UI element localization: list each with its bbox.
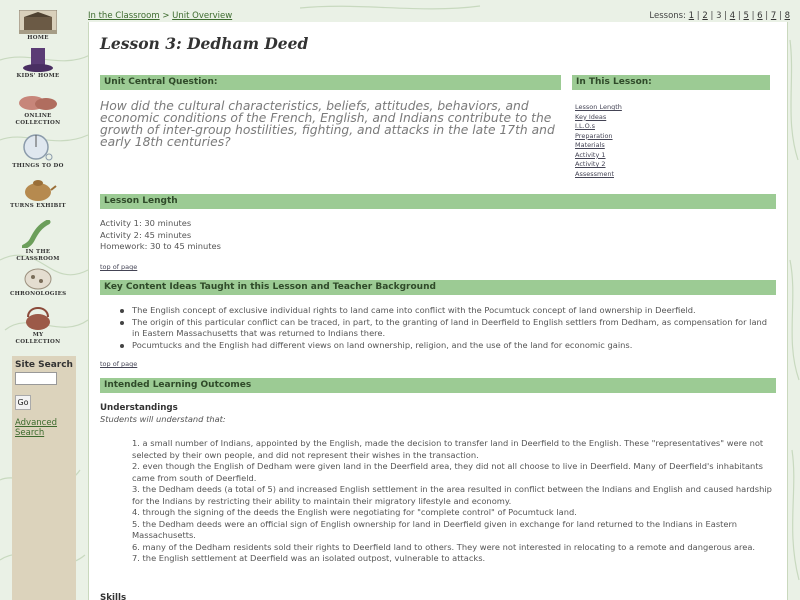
lesson-link-7[interactable]: 7: [770, 11, 777, 21]
breadcrumb-unit-overview[interactable]: Unit Overview: [172, 11, 233, 21]
lesson-length-homework: Homework: 30 to 45 minutes: [100, 241, 221, 252]
key-content-item: The origin of this particular conflict can be traced, in part, to the granting of land in Deerfield to English settlers from Dedham, as compensation for land in Eastern Massachusetts that was returned to Indians there.: [119, 317, 774, 340]
unit-central-question-text: How did the cultural characteristics, beliefs, attitudes, behaviors, and economic conditions of the French, English, and Indians contribute to the growth of inter-group hostilities, fighting, and attacks in the late 17th and early 18th centuries?: [100, 99, 555, 149]
link-activity-1[interactable]: Activity 1: [575, 150, 606, 159]
nav-things-to-do[interactable]: THINGS TO DO: [10, 132, 66, 170]
link-key-ideas[interactable]: Key Ideas: [575, 112, 607, 121]
nav-in-the-classroom[interactable]: IN THE CLASSROOM: [10, 220, 66, 263]
breadcrumb-separator: >: [162, 11, 170, 21]
lesson-link-5[interactable]: 5: [743, 11, 749, 21]
nav-my-collection[interactable]: MY COLLECTION: [10, 305, 66, 346]
lesson-link-6[interactable]: 6: [757, 11, 763, 21]
top-of-page-link[interactable]: top of page: [100, 263, 138, 271]
link-preparation[interactable]: Preparation: [575, 131, 613, 140]
in-this-lesson-links: [575, 103, 622, 179]
understandings-list: [132, 438, 777, 565]
breadcrumb-in-the-classroom[interactable]: In the Classroom: [88, 11, 160, 21]
nav-kids-home[interactable]: KIDS' HOME: [10, 48, 66, 80]
lessons-label: Lessons:: [649, 11, 686, 21]
lesson-link-2[interactable]: 2: [702, 11, 708, 21]
understanding-item: 2. even though the English of Dedham were given land in the Deerfield area, they did not all choose to live in Deerfield. Many of Deerfield's inhabitants came from south of Deerfield.: [132, 461, 763, 483]
penny-farthing-icon: [22, 132, 54, 162]
unit-central-question-heading: Unit Central Question:: [100, 75, 561, 90]
top-hat-icon: [22, 48, 54, 72]
skills-title: Skills: [100, 593, 127, 600]
link-materials[interactable]: Materials: [575, 141, 605, 149]
lesson-length-activity-2: Activity 2: 45 minutes: [100, 229, 192, 240]
shoes-icon: [18, 92, 58, 112]
understanding-item: 7. the English settlement at Deerfield was an isolated outpost, vulnerable to attacks.: [132, 553, 486, 563]
nav-online-collection[interactable]: ONLINE COLLECTION: [10, 92, 66, 127]
top-bar: [88, 0, 800, 22]
key-content-list: [119, 305, 774, 351]
nav-chronologies[interactable]: CHRONOLOGIES: [10, 268, 66, 298]
sidebar-nav: [0, 0, 86, 600]
lesson-link-4[interactable]: 4: [729, 11, 736, 21]
link-activity-2[interactable]: Activity 2: [575, 160, 606, 168]
learning-outcomes-heading: Intended Learning Outcomes: [100, 378, 776, 393]
understanding-item: 1. a small number of Indians, appointed by the English, made the decision to transfer land in Deerfield to the English. These "representatives" were not selected by their own people, and did not represent their wishes in the transaction.: [132, 438, 764, 460]
lesson-length-activity-1: Activity 1: 30 minutes: [100, 218, 192, 228]
breadcrumb: [88, 11, 232, 21]
understanding-item: 3. the Dedham deeds (a total of 5) and increased English settlement in the area resulted in conflict between the Indians and English and caused hardship for the Indians by restricting their ability to maintain their migratory lifestyle and economy.: [132, 484, 772, 506]
understandings-subtitle: Students will understand that:: [100, 414, 226, 424]
nav-turns-exhibit[interactable]: TURNS EXHIBIT: [10, 178, 66, 210]
lizard-icon: [22, 220, 54, 248]
link-assessment[interactable]: Assessment: [575, 169, 614, 178]
link-ilos[interactable]: I.L.O.s: [575, 122, 595, 130]
key-content-heading: Key Content Ideas Taught in this Lesson and Teacher Background: [100, 280, 776, 295]
site-search-panel: [12, 356, 76, 600]
in-this-lesson-heading: In This Lesson:: [572, 75, 770, 90]
key-content-item: Pocumtucks and the English had different views on land ownership, religion, and the use of the land for economic gains.: [119, 340, 774, 352]
advanced-search-link[interactable]: Advanced Search: [15, 418, 57, 438]
page-title: Lesson 3: Dedham Deed: [100, 34, 309, 53]
lesson-link-1[interactable]: 1: [688, 11, 695, 21]
nav-home[interactable]: HOME: [10, 10, 66, 42]
site-search-title: Site Search: [15, 360, 73, 370]
lesson-current-3: 3: [716, 11, 722, 21]
go-button[interactable]: Go: [15, 395, 31, 410]
understandings-title: Understandings: [100, 403, 178, 413]
understanding-item: 4. through the signing of the deeds the English were negotiating for "complete control" of Pocumtuck land.: [132, 507, 577, 517]
link-lesson-length[interactable]: Lesson Length: [575, 103, 622, 111]
lesson-length-heading: Lesson Length: [100, 194, 776, 209]
house-photo-icon: [19, 10, 57, 34]
top-of-page-link[interactable]: top of page: [100, 360, 138, 368]
key-content-item: The English concept of exclusive individual rights to land came into conflict with the Pocumtuck concept of land ownership in Deerfield.: [119, 305, 774, 317]
egg-icon: [23, 268, 53, 290]
basket-icon: [23, 305, 53, 331]
site-search-input[interactable]: [15, 372, 57, 385]
understanding-item: 6. many of the Dedham residents sold their rights to Deerfield land to others. They were not interested in relocating to a remote and dangerous area.: [132, 541, 756, 552]
lessons-nav: Lessons: 1 | 2 | 3 | 4 | 5 | 6 | 7 | 8: [649, 11, 790, 21]
understanding-item: 5. the Dedham deeds were an official sign of English ownership for land in Deerfield given in exchange for land returned to the Indians in Eastern Massachusetts.: [132, 518, 738, 540]
teapot-icon: [19, 178, 57, 202]
lesson-length-list: [100, 218, 221, 253]
main-content: [88, 22, 788, 600]
lesson-link-8[interactable]: 8: [784, 11, 790, 21]
